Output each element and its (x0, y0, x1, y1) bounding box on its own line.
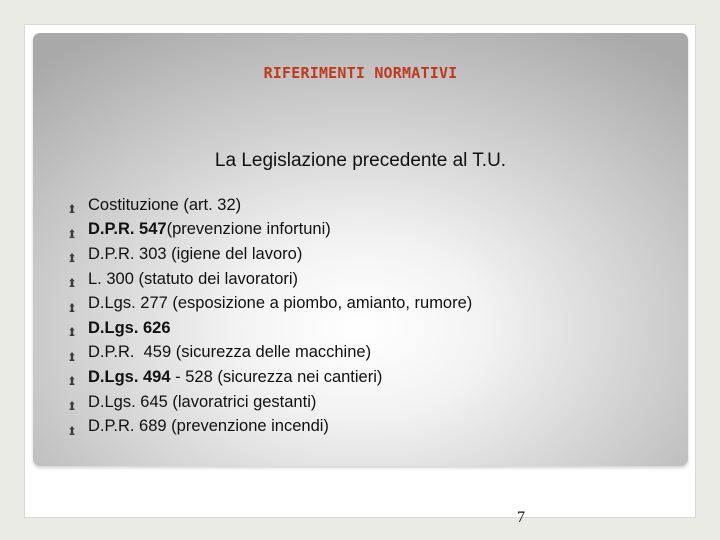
ornamental-bullet-icon (56, 252, 88, 264)
item-text: Costituzione (art. 32) (88, 195, 242, 214)
item-bold-text: D.Lgs. 494 (88, 367, 171, 386)
ornamental-bullet-icon (56, 301, 88, 313)
list-item (56, 193, 472, 218)
list-item (56, 218, 472, 243)
list-item (56, 365, 472, 390)
item-text: L. 300 (statuto dei lavoratori) (88, 269, 299, 288)
item-bold-text: D.Lgs. 626 (88, 318, 171, 337)
slide-heading: RIFERIMENTI NORMATIVI (263, 64, 458, 82)
item-text: D.Lgs. 645 (lavoratrici gestanti) (88, 392, 317, 411)
ornamental-bullet-icon (56, 203, 88, 215)
ornamental-bullet-icon (56, 350, 88, 362)
item-text: D.P.R. 303 (igiene del lavoro) (88, 244, 303, 263)
item-text: - 528 (sicurezza nei cantieri) (170, 367, 383, 386)
list-item (56, 291, 472, 316)
item-bold-text: D.P.R. 547 (88, 220, 167, 239)
page-number: 7 (517, 509, 525, 526)
list-item (56, 242, 472, 267)
legislation-list (56, 193, 472, 439)
list-item (56, 414, 472, 439)
item-text: D.P.R. 459 (sicurezza delle macchine) (88, 343, 372, 362)
ornamental-bullet-icon (56, 277, 88, 289)
ornamental-bullet-icon (56, 326, 88, 338)
list-item (56, 341, 472, 366)
ornamental-bullet-icon (56, 375, 88, 387)
list-item (56, 267, 472, 292)
list-item (56, 390, 472, 415)
item-text: (prevenzione infortuni) (166, 220, 331, 239)
ornamental-bullet-icon (56, 400, 88, 412)
item-text: D.P.R. 689 (prevenzione incendi) (88, 417, 329, 436)
list-item (56, 316, 472, 341)
ornamental-bullet-icon (56, 424, 88, 436)
ornamental-bullet-icon (56, 227, 88, 239)
slide-subtitle: La Legislazione precedente al T.U. (214, 150, 507, 171)
item-text: D.Lgs. 277 (esposizione a piombo, amianto, rumore) (88, 294, 473, 313)
